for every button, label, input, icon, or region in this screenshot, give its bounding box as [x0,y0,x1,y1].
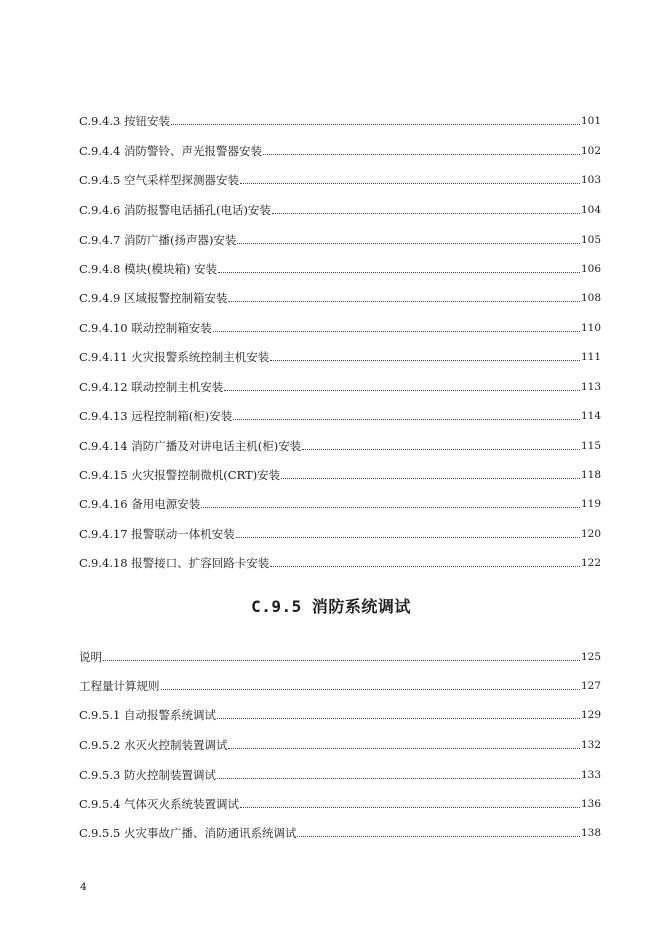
toc-leader-dots [228,300,579,302]
toc-entry[interactable] [79,346,601,364]
toc-leader-dots [218,271,580,273]
toc-entry-label: C.9.4.10 联动控制箱安装 [79,321,212,335]
toc-entry-label: 工程量计算规则 [79,679,160,693]
toc-entry[interactable] [79,199,601,217]
toc-entry[interactable] [79,287,601,305]
toc-entry-page: 133 [580,769,601,781]
toc-entry-page: 119 [580,498,601,510]
toc-entry[interactable] [79,110,601,128]
toc-leader-dots [213,330,580,332]
toc-entry[interactable] [79,734,601,752]
toc-entry-page: 138 [580,827,601,839]
toc-entry[interactable] [79,793,601,811]
toc-entry[interactable] [79,675,601,693]
toc-entry-label: C.9.5.2 水灭火控制装置调试 [79,738,228,752]
toc-leader-dots [272,212,580,214]
toc-entry-page: 105 [580,234,601,246]
toc-leader-dots [270,565,580,567]
toc-entry-page: 129 [580,709,601,721]
toc-entry-page: 110 [580,322,601,334]
toc-entry-label: C.9.4.7 消防广播(扬声器)安装 [79,233,237,247]
toc-entry-page: 127 [580,680,601,692]
toc-entry[interactable] [79,169,601,187]
toc-entry-page: 132 [580,739,601,751]
toc-leader-dots [270,359,580,361]
toc-entry-label: C.9.4.16 备用电源安装 [79,497,201,511]
toc-entry[interactable] [79,464,601,482]
toc-entry-page: 106 [580,263,601,275]
toc-entry-page: 103 [580,174,601,186]
toc-entry-label: C.9.4.11 火灾报警系统控制主机安装 [79,350,270,364]
toc-leader-dots [236,536,580,538]
toc-entry-page: 115 [580,440,601,452]
toc-entry[interactable] [79,258,601,276]
toc-entry[interactable] [79,493,601,511]
toc-entry-page: 125 [580,651,601,663]
toc-entry-label: C.9.4.3 按钮安装 [79,114,170,128]
toc-entry-label: C.9.5.5 火灾事故广播、消防通讯系统调试 [79,826,297,840]
toc-leader-dots [297,835,579,837]
toc-entry-label: C.9.4.17 报警联动一体机安装 [79,527,235,541]
toc-entry-label: C.9.4.4 消防警铃、声光报警器安装 [79,144,262,158]
toc-entry-label: 说明 [79,650,102,664]
toc-entry[interactable] [79,229,601,247]
toc-leader-dots [240,806,580,808]
toc-entry[interactable] [79,764,601,782]
toc-leader-dots [217,777,580,779]
toc-entry-label: C.9.4.5 空气采样型探测器安装 [79,173,239,187]
toc-leader-dots [224,389,580,391]
toc-entry-label: C.9.4.18 报警接口、扩容回路卡安装 [79,556,270,570]
toc-leader-dots [281,477,580,479]
toc-entry[interactable] [79,552,601,570]
page-number: 4 [80,881,87,893]
toc-entry[interactable] [79,140,601,158]
toc-leader-dots [240,182,580,184]
toc-entry-page: 108 [580,292,601,304]
toc-entry-label: C.9.5.4 气体灭火系统装置调试 [79,797,239,811]
toc-leader-dots [217,717,580,719]
toc-entry-page: 111 [580,351,601,363]
toc-entry-page: 114 [580,410,601,422]
toc-entry[interactable] [79,822,601,840]
toc-entry-label: C.9.4.9 区域报警控制箱安装 [79,291,228,305]
toc-entry-page: 136 [580,798,601,810]
toc-leader-dots [103,659,580,661]
toc-entry[interactable] [79,704,601,722]
toc-entry-page: 122 [580,557,601,569]
toc-entry-page: 102 [580,145,601,157]
toc-entry-label: C.9.4.8 模块(模块箱) 安装 [79,262,218,276]
toc-leader-dots [171,123,580,125]
toc-leader-dots [302,448,580,450]
toc-entry-page: 104 [580,204,601,216]
toc-entry-label: C.9.4.12 联动控制主机安装 [79,380,224,394]
toc-entry-label: C.9.4.14 消防广播及对讲电话主机(柜)安装 [79,439,302,453]
toc-entry[interactable] [79,435,601,453]
toc-leader-dots [263,153,580,155]
toc-entry[interactable] [79,405,601,423]
section-heading: C.9.5 消防系统调试 [251,597,411,616]
toc-leader-dots [161,688,580,690]
toc-leader-dots [201,506,580,508]
toc-leader-dots [233,418,580,420]
toc-leader-dots [228,747,579,749]
toc-entry-page: 120 [580,528,601,540]
toc-entry-label: C.9.4.15 火灾报警控制微机(CRT)安装 [79,468,281,482]
toc-entry[interactable] [79,646,601,664]
toc-entry[interactable] [79,523,601,541]
toc-entry[interactable] [79,317,601,335]
toc-entry-label: C.9.4.13 远程控制箱(柜)安装 [79,409,233,423]
toc-entry-label: C.9.5.3 防火控制装置调试 [79,768,216,782]
toc-entry-label: C.9.4.6 消防报警电话插孔(电话)安装 [79,203,271,217]
toc-entry-page: 101 [580,115,601,127]
toc-entry-label: C.9.5.1 自动报警系统调试 [79,708,216,722]
toc-entry-page: 118 [580,469,601,481]
toc-entry-page: 113 [580,381,601,393]
toc-leader-dots [237,242,580,244]
toc-entry[interactable] [79,376,601,394]
